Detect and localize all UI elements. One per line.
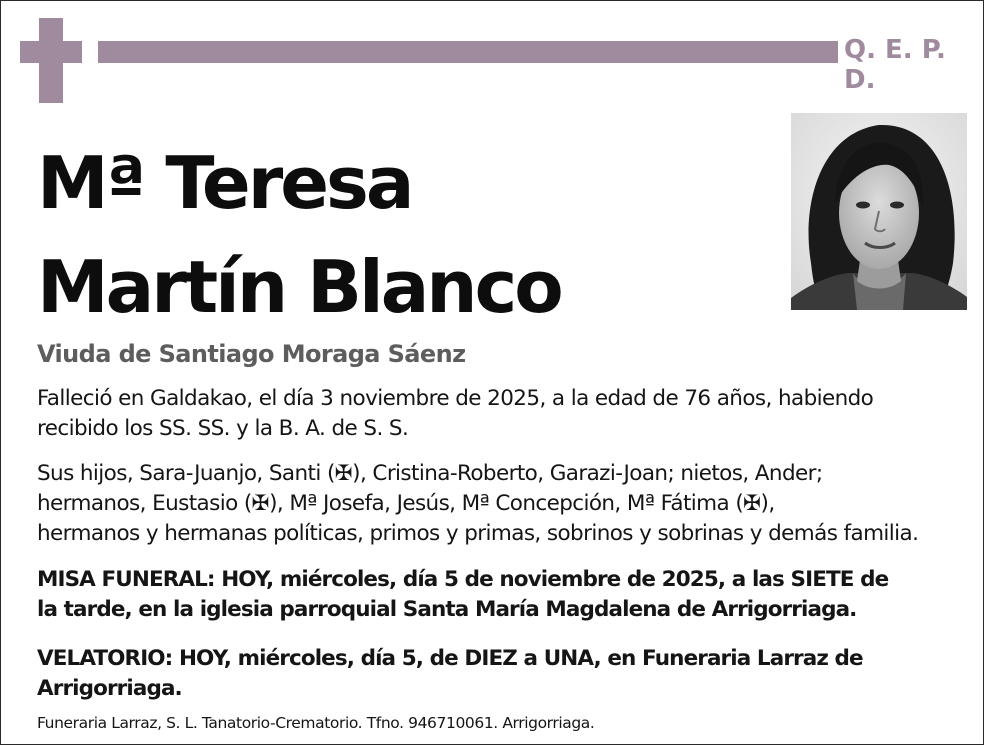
family-paragraph <box>37 459 957 549</box>
widow-subtitle: Viuda de Santiago Moraga Sáenz <box>37 340 466 368</box>
header-rule <box>98 41 838 63</box>
death-line-2: recibido los SS. SS. y la B. A. de S. S. <box>37 416 409 441</box>
latin-cross-icon-bar <box>20 41 82 63</box>
death-paragraph <box>37 384 957 444</box>
family-line-1: Sus hijos, Sara-Juanjo, Santi (✠), Cristina-Roberto, Garazi-Joan; nietos, Ander; <box>37 461 823 486</box>
wake-line-2: Arrigorriaga. <box>37 676 182 701</box>
funeral-home-footer: Funeraria Larraz, S. L. Tanatorio-Crematorio. Tfno. 946710061. Arrigorriaga. <box>37 714 595 732</box>
family-line-2: hermanos, Eustasio (✠), Mª Josefa, Jesús, Mª Concepción, Mª Fátima (✠), <box>37 491 775 516</box>
death-line-1: Falleció en Galdakao, el día 3 noviembre de 2025, a la edad de 76 años, habiendo <box>37 386 874 411</box>
mass-line-2: la tarde, en la iglesia parroquial Santa María Magdalena de Arrigorriaga. <box>37 597 857 622</box>
portrait-photo <box>791 113 967 310</box>
qepd-label: Q. E. P. D. <box>844 35 946 95</box>
wake-paragraph <box>37 644 957 704</box>
funeral-mass-paragraph <box>37 565 957 625</box>
family-line-3: hermanos y hermanas políticas, primos y primas, sobrinos y sobrinas y demás familia. <box>37 521 919 546</box>
deceased-name <box>37 131 561 339</box>
name-line-1: Mª Teresa <box>37 141 412 225</box>
mass-line-1: MISA FUNERAL: HOY, miércoles, día 5 de noviembre de 2025, a las SIETE de <box>37 567 889 592</box>
name-line-2: Martín Blanco <box>37 245 561 329</box>
wake-line-1: VELATORIO: HOY, miércoles, día 5, de DIEZ a UNA, en Funeraria Larraz de <box>37 646 863 671</box>
